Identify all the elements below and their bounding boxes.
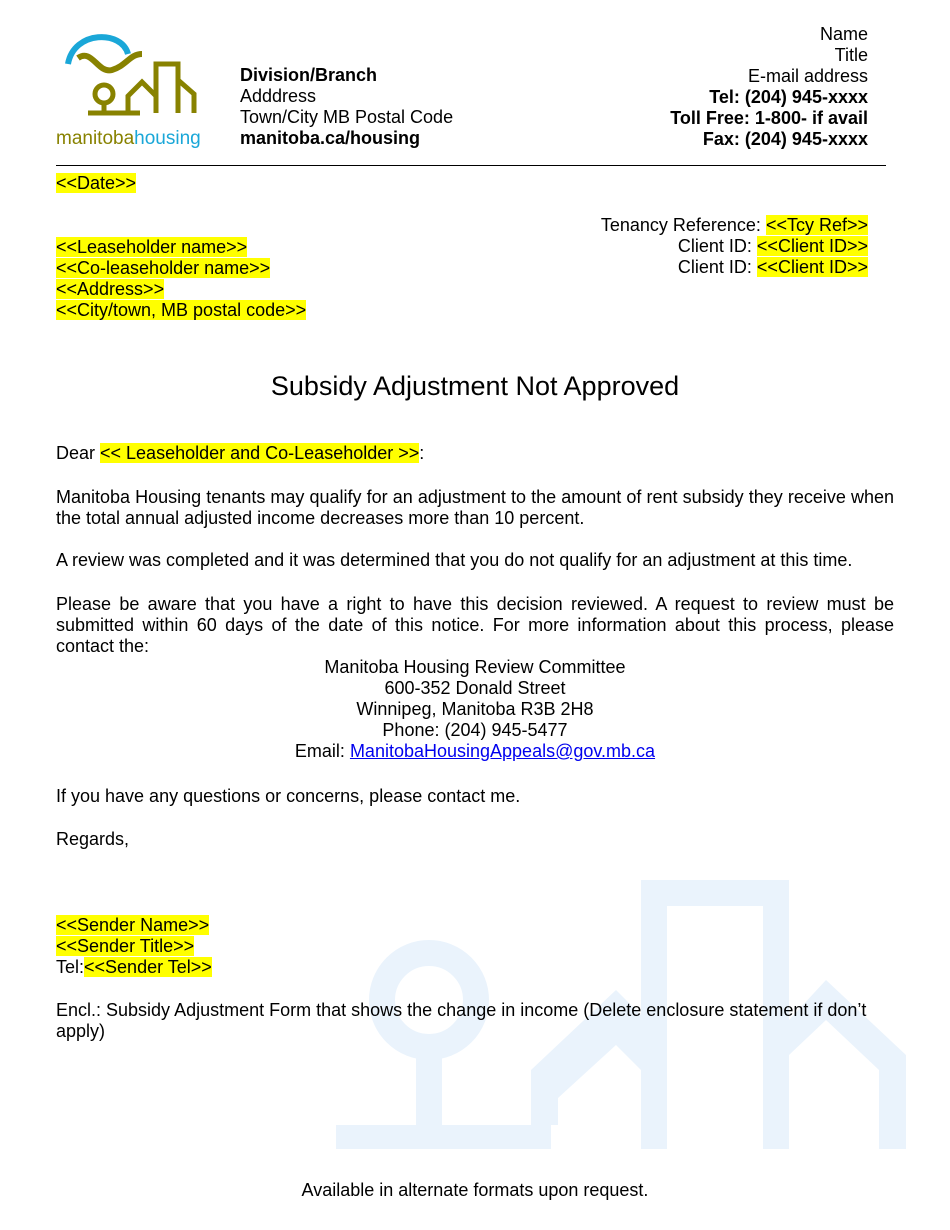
committee-email-line (0, 741, 950, 762)
committee-email-link[interactable]: ManitobaHousingAppeals@gov.mb.ca (349, 741, 656, 761)
client-id-2 (601, 257, 868, 278)
closing: Regards, (56, 829, 130, 849)
branch-info (240, 65, 453, 149)
committee-phone: Phone: (204) 945-5477 (382, 720, 568, 740)
tenancy-reference (601, 215, 868, 236)
committee-street: 600-352 Donald Street (384, 678, 566, 698)
branch-address: Adddress (240, 86, 317, 106)
contact-fax: Fax: (204) 945-xxxx (702, 129, 868, 149)
sender-name-line (56, 915, 212, 936)
sender-tel-line (56, 957, 212, 978)
client-id-1 (601, 236, 868, 257)
co-leaseholder-name: <<Co-leaseholder name>> (56, 258, 271, 278)
committee-city: Winnipeg, Manitoba R3B 2H8 (356, 699, 594, 719)
paragraph-review-result: A review was completed and it was determined that you do not qualify for an adjustment at this time. (56, 550, 853, 570)
city-line (56, 300, 306, 321)
sender-title: <<Sender Title>> (56, 936, 195, 956)
contact-tel: Tel: (204) 945-xxxx (709, 87, 868, 107)
salutation (56, 443, 894, 464)
co-leaseholder-line (56, 258, 306, 279)
salutation-name: << Leaseholder and Co-Leaseholder >> (100, 443, 420, 463)
sender-block (56, 915, 212, 978)
logo-wordmark-manitoba: manitoba (56, 128, 135, 149)
committee-name: Manitoba Housing Review Committee (324, 657, 626, 677)
header-divider (56, 165, 886, 166)
enclosure-note: Encl.: Subsidy Adjustment Form that shows the change in income (Delete enclosure statement if don’t apply) (56, 1000, 867, 1041)
branch-town: Town/City MB Postal Code (240, 107, 454, 127)
contact-toll-free: Toll Free: 1-800- if avail (670, 108, 868, 128)
letter-title: Subsidy Adjustment Not Approved (270, 371, 680, 401)
client-id-value: <<Client ID>> (756, 236, 868, 256)
logo-wordmark (56, 127, 201, 151)
tenancy-reference-label: Tenancy Reference: (600, 215, 766, 235)
addressee-address: <<Address>> (56, 279, 165, 299)
client-id-label: Client ID: (677, 257, 757, 277)
contact-title: Title (834, 45, 868, 65)
division-branch: Division/Branch (240, 65, 378, 85)
logo-wordmark-housing: housing (134, 128, 201, 149)
contact-block (670, 24, 868, 150)
contact-email: E-mail address (747, 66, 868, 86)
client-id-value: <<Client ID>> (756, 257, 868, 277)
sender-title-line (56, 936, 212, 957)
footer-note: Available in alternate formats upon request. (301, 1180, 649, 1200)
letter-date (56, 173, 136, 194)
paragraph-right-to-review: Please be aware that you have a right to have this decision reviewed. A request to review must be submitted within 60 days of the date of this notice. For more information about this process, please contact the: (56, 594, 894, 656)
client-id-label: Client ID: (677, 236, 757, 256)
reference-block (601, 215, 868, 278)
date-placeholder: <<Date>> (56, 173, 137, 193)
addressee-city: <<City/town, MB postal code>> (56, 300, 307, 320)
salutation-suffix: : (419, 443, 425, 463)
sender-tel-label: Tel: (56, 957, 85, 977)
review-committee-address (0, 657, 950, 762)
salutation-prefix: Dear (56, 443, 101, 463)
sender-name: <<Sender Name>> (56, 915, 210, 935)
committee-email-label: Email: (294, 741, 350, 761)
sender-tel: <<Sender Tel>> (84, 957, 212, 977)
paragraph-eligibility: Manitoba Housing tenants may qualify for an adjustment to the amount of rent subsidy they receive when the total annual adjusted income decreases more than 10 percent. (56, 487, 894, 528)
address-line (56, 279, 306, 300)
addressee-block (56, 237, 306, 321)
tenancy-reference-value: <<Tcy Ref>> (765, 215, 868, 235)
leaseholder-line (56, 237, 306, 258)
paragraph-questions: If you have any questions or concerns, please contact me. (56, 786, 521, 806)
contact-name: Name (819, 24, 868, 44)
branch-website: manitoba.ca/housing (240, 128, 421, 148)
leaseholder-name: <<Leaseholder name>> (56, 237, 248, 257)
